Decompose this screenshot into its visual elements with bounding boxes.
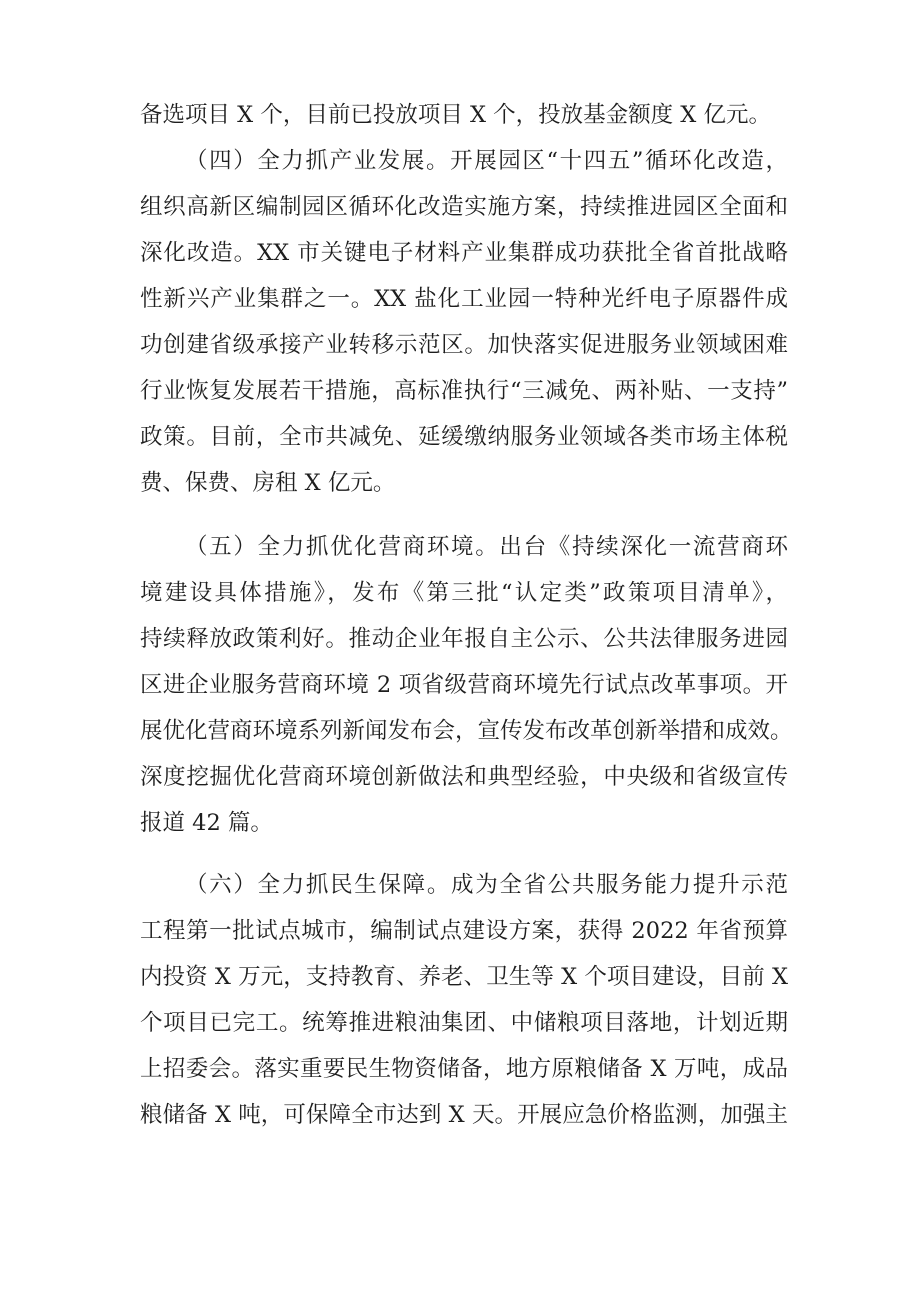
paragraph-heading-line: （六）全力抓民生保障。成为全省公共服务能力提升示范 — [185, 872, 788, 898]
paragraph-heading-line: （五）全力抓优化营商环境。出台《持续深化一流营商环 — [185, 534, 788, 560]
paragraph-heading-line: （四）全力抓产业发展。开展园区“十四五”循环化改造， — [185, 148, 788, 174]
text-line: 功创建省级承接产业转移示范区。加快落实促进服务业领域困难 — [140, 332, 788, 358]
text-line: 深化改造。XX 市关键电子材料产业集群成功获批全省首批战略 — [140, 240, 788, 266]
text-line: 组织高新区编制园区循环化改造实施方案，持续推进园区全面和 — [140, 194, 788, 220]
text-line: 持续释放政策利好。推动企业年报自主公示、公共法律服务进园 — [140, 626, 788, 652]
text-line: 政策。目前，全市共减免、延缓缴纳服务业领域各类市场主体税 — [140, 424, 788, 450]
text-line: 费、保费、房租 X 亿元。 — [140, 470, 396, 496]
text-line: 上招委会。落实重要民生物资储备，地方原粮储备 X 万吨，成品 — [140, 1056, 788, 1082]
text-line: 境建设具体措施》，发布《第三批“认定类”政策项目清单》， — [140, 580, 788, 606]
text-line: 内投资 X 万元，支持教育、养老、卫生等 X 个项目建设，目前 X — [140, 964, 788, 990]
text-line: 工程第一批试点城市，编制试点建设方案，获得 2022 年省预算 — [140, 918, 788, 944]
text-line: 深度挖掘优化营商环境创新做法和典型经验，中央级和省级宣传 — [140, 764, 788, 790]
text-line: 性新兴产业集群之一。XX 盐化工业园一特种光纤电子原器件成 — [140, 286, 788, 312]
text-line: 展优化营商环境系列新闻发布会，宣传发布改革创新举措和成效。 — [140, 718, 793, 744]
text-line: 备选项目 X 个，目前已投放项目 X 个，投放基金额度 X 亿元。 — [140, 102, 771, 128]
text-line: 个项目已完工。统筹推进粮油集团、中储粮项目落地，计划近期 — [140, 1010, 788, 1036]
text-line: 报道 42 篇。 — [140, 810, 273, 836]
text-line: 粮储备 X 吨，可保障全市达到 X 天。开展应急价格监测，加强主 — [140, 1102, 788, 1128]
text-line: 行业恢复发展若干措施，高标准执行“三减免、两补贴、一支持” — [140, 378, 788, 404]
text-line: 区进企业服务营商环境 2 项省级营商环境先行试点改革事项。开 — [140, 672, 788, 698]
